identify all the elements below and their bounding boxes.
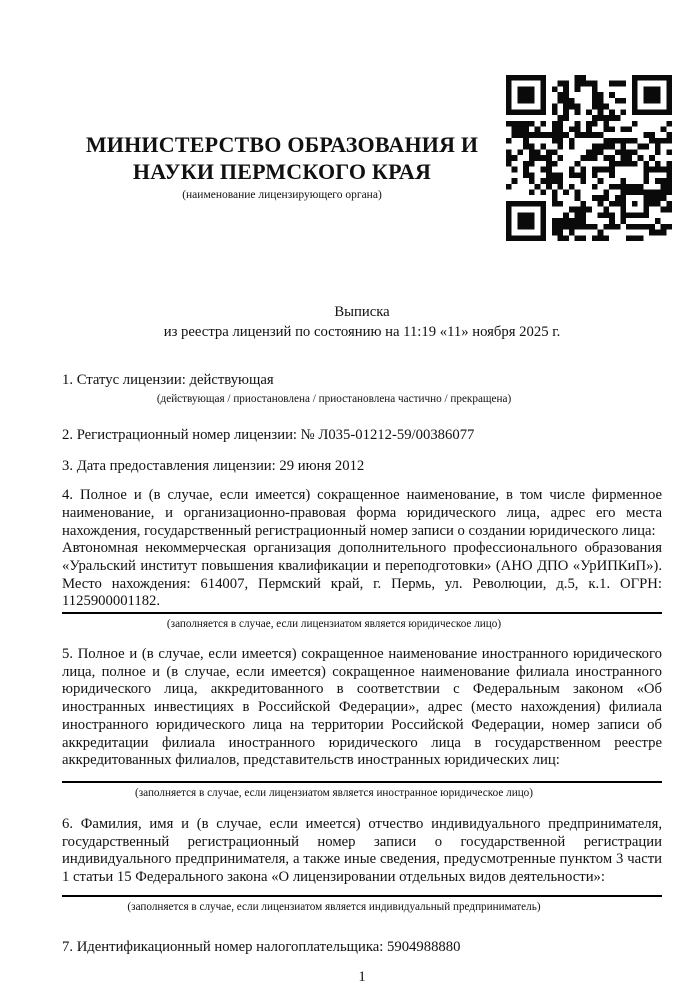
fill-in-rule [62, 612, 662, 614]
fill-in-rule [62, 781, 662, 783]
issuing-authority-caption: (наименование лицензирующего органа) [182, 189, 382, 201]
clause-2-registration-number [62, 427, 662, 445]
fill-in-rule [62, 895, 662, 897]
qr-code [506, 75, 672, 241]
clause-caption: (действующая / приостановлена / приостановлена частично / прекращена) [156, 392, 512, 405]
clause-text: 2. Регистрационный номер лицензии: № Л035-01212-59/00386077 [62, 426, 475, 443]
clause-text: 6. Фамилия, имя и (в случае, если имеется) отчество индивидуального предпринимателя, государственный регистрационный номер записи о государственной регистрации индивидуального предпринимателя, а также иные сведения, предусмотренные пунктом 3 части 1 статьи 15 Федерального закона «О лицензировании отдельных видов деятельности»: [62, 815, 662, 886]
clause-caption: (заполняется в случае, если лицензиатом является индивидуальный предприниматель) [127, 900, 541, 913]
document-title: Выписка [334, 304, 390, 320]
document-title-block [62, 302, 662, 342]
clause-3-grant-date [62, 458, 662, 476]
clause-caption: (заполняется в случае, если лицензиатом является иностранное юридическое лицо) [134, 786, 533, 799]
clause-caption: (заполняется в случае, если лицензиатом является юридическое лицо) [166, 618, 502, 631]
clause-text: 1. Статус лицензии: действующая [62, 372, 274, 388]
clause-6-individual-entrepreneur [62, 816, 662, 915]
clause-text: 7. Идентификационный номер налогоплательщика: 5904988880 [62, 938, 461, 955]
issuing-authority-name: МИНИСТЕРСТВО ОБРАЗОВАНИЯ И НАУКИ ПЕРМСКОГО КРАЯ [85, 132, 479, 184]
clause-1-license-status [62, 372, 662, 407]
clause-7-taxpayer-number [62, 939, 662, 957]
clause-5-foreign-entity [62, 646, 662, 801]
clause-text: 5. Полное и (в случае, если имеется) сокращенное наименование иностранного юридического лица, полное и (в случае, если имеется) сокращенное наименование филиала иностранного юридического лица, аккредитованного в соответствии с Федеральным законом «Об иностранных инвестициях в Российской Федерации», адрес (место нахождения) филиала иностранного юридического лица на территории Российской Федерации, номер записи об аккредитации филиала иностранного юридического лица в государственном реестре аккредитованных филиалов, представительств иностранных юридических лиц: [62, 646, 662, 769]
clause-text: 4. Полное и (в случае, если имеется) сокращенное наименование, в том числе фирменное наименование, и организационно-правовая форма юридического лица, адрес его места нахождения, государственный регистрационный номер записи о создании юридического лица: [62, 487, 662, 539]
document-header [62, 75, 662, 245]
clause-text: 3. Дата предоставления лицензии: 29 июня 2012 [62, 458, 365, 475]
page-number: 1 [358, 969, 366, 986]
document-subtitle: из реестра лицензий по состоянию на 11:19 «11» ноября 2025 г. [163, 324, 561, 340]
clause-4-legal-entity [62, 487, 662, 632]
clause-value: Автономная некоммерческая организация дополнительного профессионального образования «Уральский институт повышения квалификации и переподготовки» (АНО ДПО «УрИПКиП»). Место нахождения: 614007, Пермский край, г. Пермь, ул. Революции, д.5, к.1. ОГРН: 1125900001182. [62, 540, 662, 610]
